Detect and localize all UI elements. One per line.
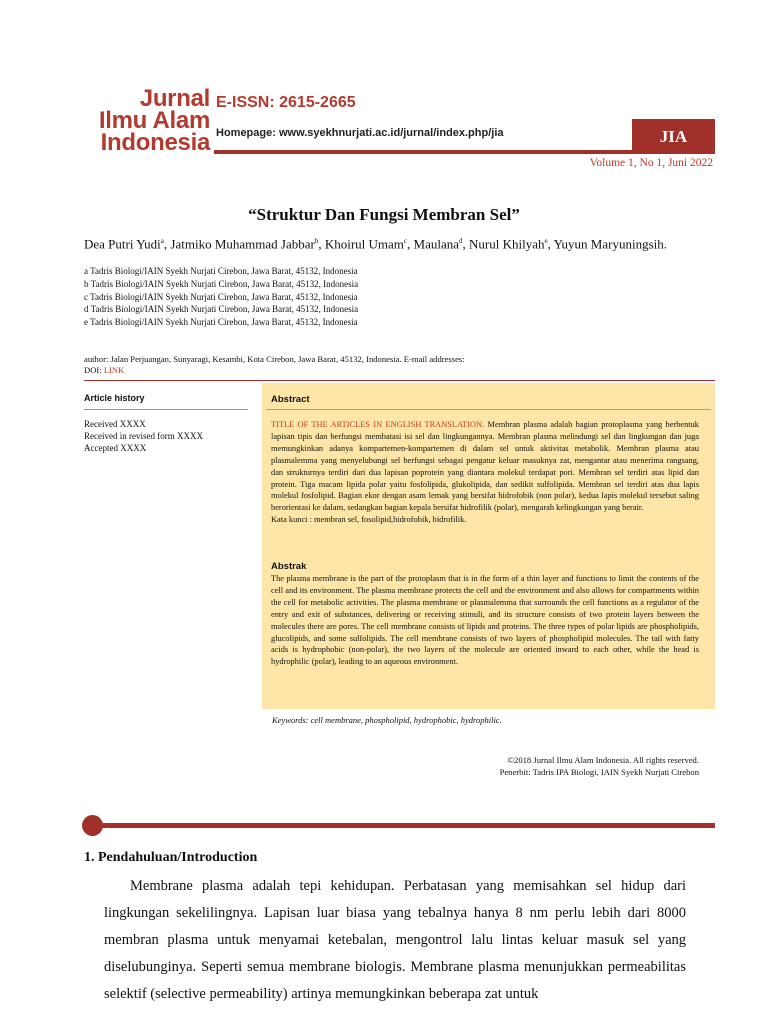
article-history — [84, 418, 203, 454]
section-rule — [84, 380, 715, 381]
logo-line-2: Ilmu Alam — [98, 107, 210, 134]
affiliation-e: e Tadris Biologi/IAIN Syekh Nurjati Cirebon, Jawa Barat, 45132, Indonesia — [84, 317, 358, 328]
author-name: Dea Putri Yudi — [84, 236, 161, 252]
logo-line-3: Indonesia — [100, 129, 210, 156]
author-name: Yuyun Maryuningsih. — [553, 236, 667, 252]
divider-dot — [82, 815, 103, 836]
copyright — [500, 754, 699, 778]
section-heading: 1. Pendahuluan/Introduction — [84, 850, 258, 865]
abstract-text — [271, 419, 699, 526]
abstrak-text: The plasma membrane is the part of the protoplasm that is in the form of a thin layer and functions to limit the contents of the cell and its environment. The plasma membrane protects the cell and the environment and also allows for compartments within the cell for metabolic activities. The plasma membrane or plasmalemma that surrounds the cell functions as a regulator of the entry and exit of substances, delivering or receiving stimuli, and its structure consists of two protein layers between the molecules there are pores. The cell membrane consists of lipids and proteins. The three types of polar lipids are phospholipids, glucolipids, and some sulfolipids. The cell membrane consists of two layers of phospholipid molecules. The tail with fatty acids is hydrophobic (non-polar), the two layers of the molecule are oriented inward to each other, while the head is hydrophilic (polar), leading to an aqueous environment. — [271, 574, 699, 667]
author-name: Maulana — [413, 236, 459, 252]
affiliations — [84, 265, 358, 329]
header-rule — [214, 150, 632, 154]
author-affiliation-marker: c — [403, 237, 408, 245]
volume-info: Volume 1, No 1, Juni 2022 — [589, 157, 713, 169]
affiliation-a: a Tadris Biologi/IAIN Syekh Nurjati Cirebon, Jawa Barat, 45132, Indonesia — [84, 266, 358, 276]
affiliation-c: c Tadris Biologi/IAIN Syekh Nurjati Cirebon, Jawa Barat, 45132, Indonesia — [84, 291, 358, 302]
author-affiliation-marker: e — [544, 237, 548, 245]
journal-badge: JIA — [632, 119, 715, 154]
article-title: “Struktur Dan Fungsi Membran Sel” — [248, 205, 520, 224]
kata-kunci: Kata kunci : membran sel, fosolipid,hidrofobik, hidrofilik. — [271, 515, 467, 525]
doi-line — [84, 365, 465, 376]
affiliation-b: b Tadris Biologi/IAIN Syekh Nurjati Cirebon, Jawa Barat, 45132, Indonesia — [84, 278, 359, 289]
author-name: Jatmiko Muhammad Jabbar — [170, 236, 315, 252]
author-affiliation-marker: a — [160, 237, 164, 245]
article-history-rule — [84, 409, 248, 410]
corresponding-address: author: Jalan Perjuangan, Sunyaragi, Kesambi, Kota Cirebon, Jawa Barat, 45132, Indonesia. E-mail addresses: — [84, 354, 465, 364]
logo-line-1: Jurnal — [139, 85, 210, 112]
abstract-rule — [266, 409, 711, 410]
author-name: Nurul Khilyah — [469, 236, 545, 252]
publisher-line: Penerbit: Tadris IPA Biologi, IAIN Syekh Nurjati Cirebon — [499, 767, 699, 777]
doi-label: DOI: — [84, 365, 104, 375]
author-name: Khoirul Umam — [324, 236, 404, 252]
author-affiliation-marker: d — [459, 237, 463, 245]
eissn: E-ISSN: 2615-2665 — [216, 94, 356, 111]
keywords: Keywords: cell membrane, phospholipid, hydrophobic, hydrophilic. — [272, 715, 502, 725]
abstract-title: Abstract — [271, 394, 310, 405]
author-list: Dea Putri Yudi$^a$, Jatmiko Muhammad Jabbar$^b$, Khoirul Umam$^c$, Maulana$^d$, Nurul Khilyah$^e$, Yuyun Maryuningsih. — [84, 236, 667, 252]
homepage-link[interactable]: Homepage: www.syekhnurjati.ac.id/jurnal/index.php/jia — [216, 127, 504, 139]
author-affiliation-marker: b — [314, 237, 319, 245]
accepted-date: Accepted XXXX — [84, 443, 147, 453]
doi-link[interactable]: LINK — [103, 365, 125, 375]
abstrak-title: Abstrak — [271, 561, 307, 572]
affiliation-d: d Tadris Biologi/IAIN Syekh Nurjati Cirebon, Jawa Barat, 45132, Indonesia — [84, 304, 359, 315]
received-date: Received XXXX — [84, 419, 146, 429]
journal-logo — [90, 85, 210, 156]
article-history-title: Article history — [84, 393, 145, 403]
english-title: TITLE OF THE ARTICLES IN ENGLISH TRANSLATION. — [271, 420, 485, 429]
intro-paragraph: Membrane plasma adalah tepi kehidupan. Perbatasan yang memisahkan sel hidup dari lingkungan sekelilingnya. Lapisan luar biasa yang tebalnya hanya 8 nm perlu lebih dari 8000 membran plasma untuk menyamai ketebalan, mengontrol lalu lintas keluar masuk sel yang diselubunginya. Seperti semua membrane biologis. Membrane plasma menunjukkan permeabilitas selektif (selective permeability) artinya memungkinkan beberapa zat untuk — [104, 878, 686, 1002]
corresponding-info — [84, 354, 465, 376]
divider-line — [92, 823, 715, 828]
revised-date: Received in revised form XXXX — [84, 431, 203, 441]
copyright-line: ©2018 Jurnal Ilmu Alam Indonesia. All rights reserved. — [507, 755, 699, 765]
abstract-body: Membran plasma adalah bagian protoplasma yang berbentuk lapisan tipis dan berfungsi membatasi isi sel dan lingkungannya. Membran plasma melindungi sel dan lingkungan dan juga memungkinkan adanya kompartemen-kompartemen di dalam sel untuk aktivitas metabolik. Membran plasma atau plasmalemma yang menyelubungi sel berfungsi sebagai pengatur keluar masuknya zat, mengantar atau menerima rangsang, dan strukturnya terdiri dari dua lapisan poprotein yang diantara molekul terdapat pori. Membran sel terdiri atas lipid dan protein. Tiga macam lipida polar yaitu fosfolipida, glukolipida, dan sedikit sulfolipida. Membran sel terdiri atas dua lapis molekul fosfolipid. Bagian ekor dengan asam lemak yang bersifat hidrofobik (non polar), kedua lapis molekul tersebut saling berorientasi ke dalam, sedangkan bagian kepala bersifat hidrofilik (polar), mengarah kelingkungan yang berair. — [271, 420, 699, 513]
